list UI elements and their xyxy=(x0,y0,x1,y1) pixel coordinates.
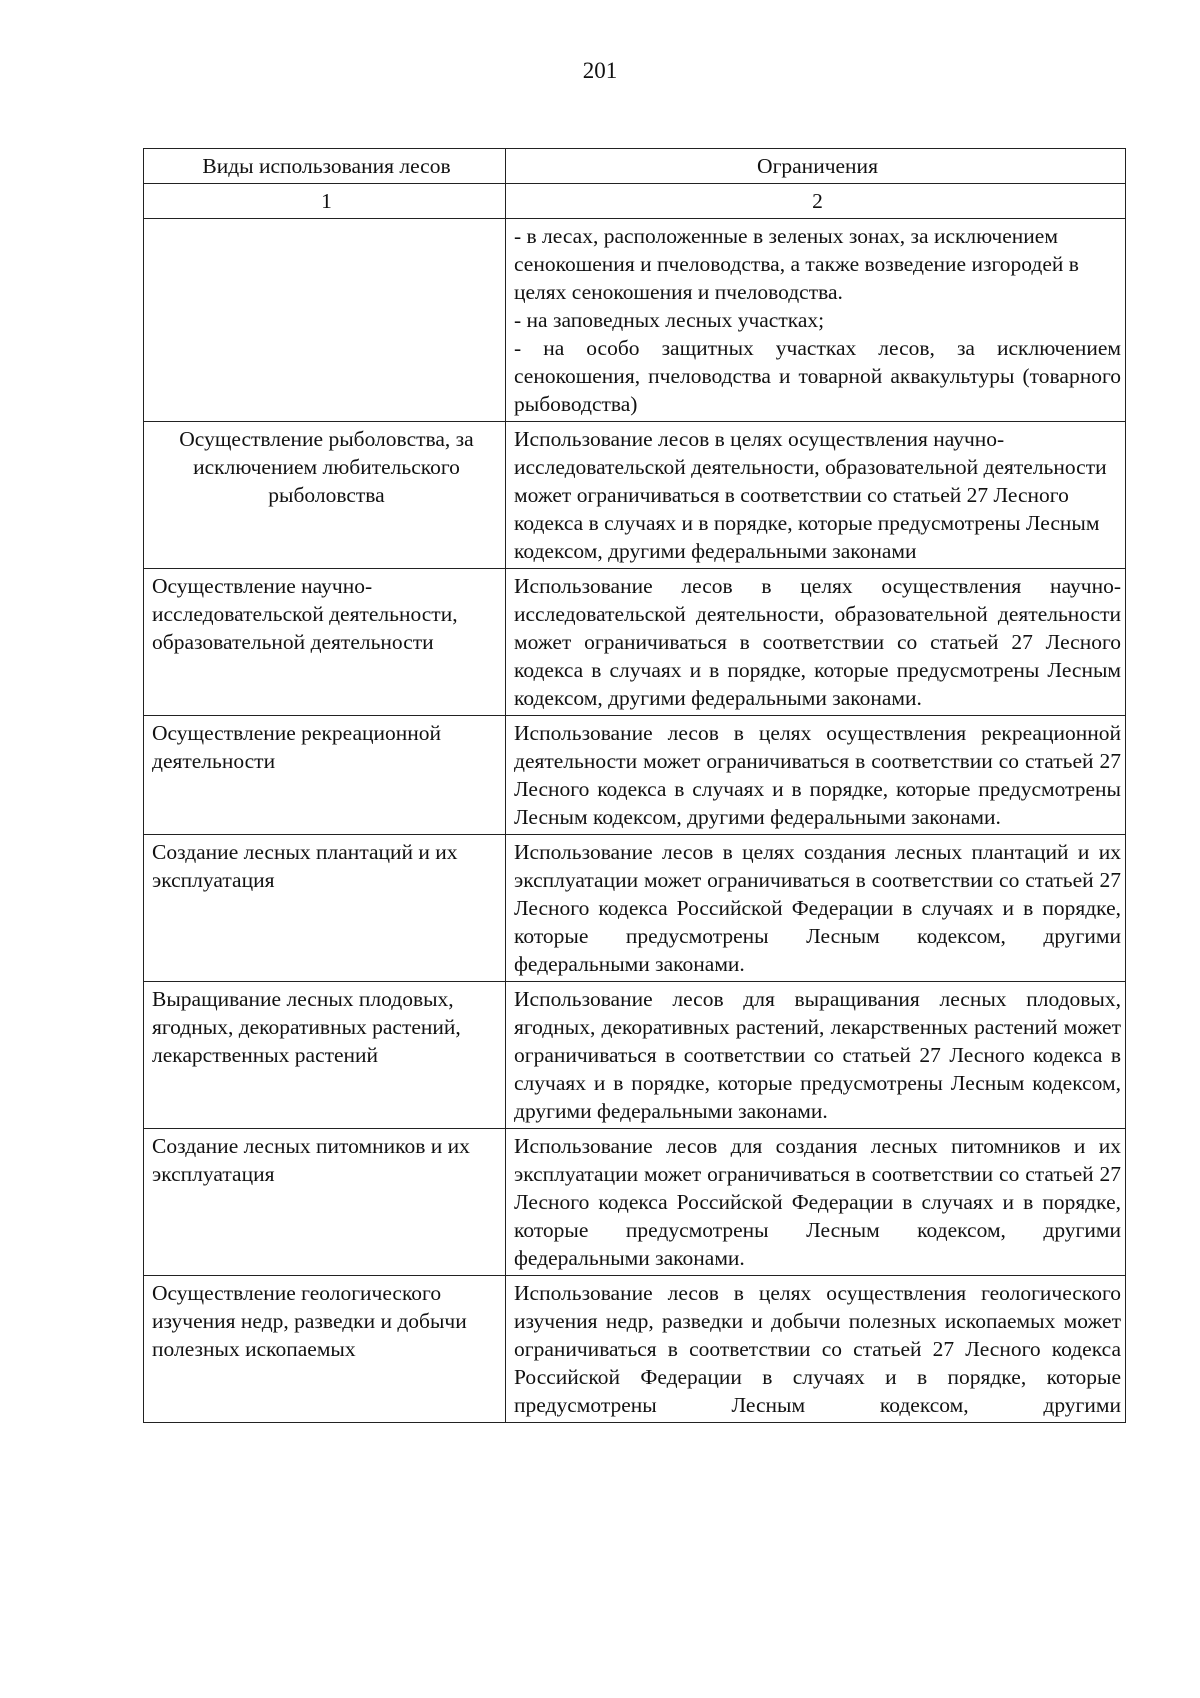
table-row xyxy=(144,1129,1126,1276)
table-row xyxy=(144,422,1126,569)
restriction-item: - на заповедных лесных участках; xyxy=(514,308,825,332)
column-number-2: 2 xyxy=(506,184,1126,219)
page-number: 201 xyxy=(582,58,618,83)
forest-use-cell: Осуществление геологического изучения недр, разведки и добычи полезных ископаемых xyxy=(144,1276,506,1423)
restrictions-cell: Использование лесов в целях осуществления геологического изучения недр, разведки и добычи полезных ископаемых может ограничиваться в соответствии со статьей 27 Лесного кодекса Российской Федерации в случаях и в порядке, которые предусмотрены Лесным кодексом, другими xyxy=(506,1276,1126,1423)
forest-use-cell: Создание лесных питомников и их эксплуатация xyxy=(144,1129,506,1276)
table-row xyxy=(144,219,1126,422)
header-forest-use-types: Виды использования лесов xyxy=(144,149,506,184)
forest-use-cell: Создание лесных плантаций и их эксплуатация xyxy=(144,835,506,982)
forest-use-cell: Осуществление рыболовства, за исключением любительского рыболовства xyxy=(144,422,506,569)
restriction-item: - на особо защитных участках лесов, за исключением сенокошения, пчеловодства и товарной аквакультуры (товарного рыбоводства) xyxy=(514,336,1121,416)
table-header-row xyxy=(144,149,1126,184)
forest-use-cell: Выращивание лесных плодовых, ягодных, декоративных растений, лекарственных растений xyxy=(144,982,506,1129)
table-row xyxy=(144,835,1126,982)
restrictions-cell: Использование лесов в целях осуществления рекреационной деятельности может ограничиваться в соответствии со статьей 27 Лесного кодекса в случаях и в порядке, которые предусмотрены Лесным кодексом, другими федеральными законами. xyxy=(506,716,1126,835)
forest-use-restrictions-table xyxy=(143,148,1126,1423)
restrictions-cell: Использование лесов для создания лесных питомников и их эксплуатации может ограничиваться в соответствии со статьей 27 Лесного кодекса Российской Федерации в случаях и в порядке, которые предусмотрены Лесным кодексом, другими федеральными законами. xyxy=(506,1129,1126,1276)
table-row xyxy=(144,716,1126,835)
forest-use-cell xyxy=(144,219,506,422)
restrictions-cell: Использование лесов в целях создания лесных плантаций и их эксплуатации может ограничиваться в соответствии со статьей 27 Лесного кодекса Российской Федерации в случаях и в порядке, которые предусмотрены Лесным кодексом, другими федеральными законами. xyxy=(506,835,1126,982)
forest-use-cell: Осуществление рекреационной деятельности xyxy=(144,716,506,835)
column-number-1: 1 xyxy=(144,184,506,219)
table-row xyxy=(144,1276,1126,1423)
table-row xyxy=(144,569,1126,716)
restrictions-cell: Использование лесов в целях осуществления научно-исследовательской деятельности, образовательной деятельности может ограничиваться в соответствии со статьей 27 Лесного кодекса в случаях и в порядке, которые предусмотрены Лесным кодексом, другими федеральными законами xyxy=(506,422,1126,569)
restrictions-cell: Использование лесов для выращивания лесных плодовых, ягодных, декоративных растений, лекарственных растений может ограничиваться в соответствии со статьей 27 Лесного кодекса в случаях и в порядке, которые предусмотрены Лесным кодексом, другими федеральными законами. xyxy=(506,982,1126,1129)
forest-use-cell: Осуществление научно-исследовательской деятельности, образовательной деятельности xyxy=(144,569,506,716)
header-restrictions: Ограничения xyxy=(506,149,1126,184)
restrictions-cell: Использование лесов в целях осуществления научно-исследовательской деятельности, образовательной деятельности может ограничиваться в соответствии со статьей 27 Лесного кодекса в случаях и в порядке, которые предусмотрены Лесным кодексом, другими федеральными законами. xyxy=(506,569,1126,716)
restrictions-cell xyxy=(506,219,1126,422)
table-row xyxy=(144,982,1126,1129)
table-column-number-row xyxy=(144,184,1126,219)
restriction-item: - в лесах, расположенные в зеленых зонах, за исключением сенокошения и пчеловодства, а также возведение изгородей в целях сенокошения и пчеловодства. xyxy=(514,224,1079,304)
